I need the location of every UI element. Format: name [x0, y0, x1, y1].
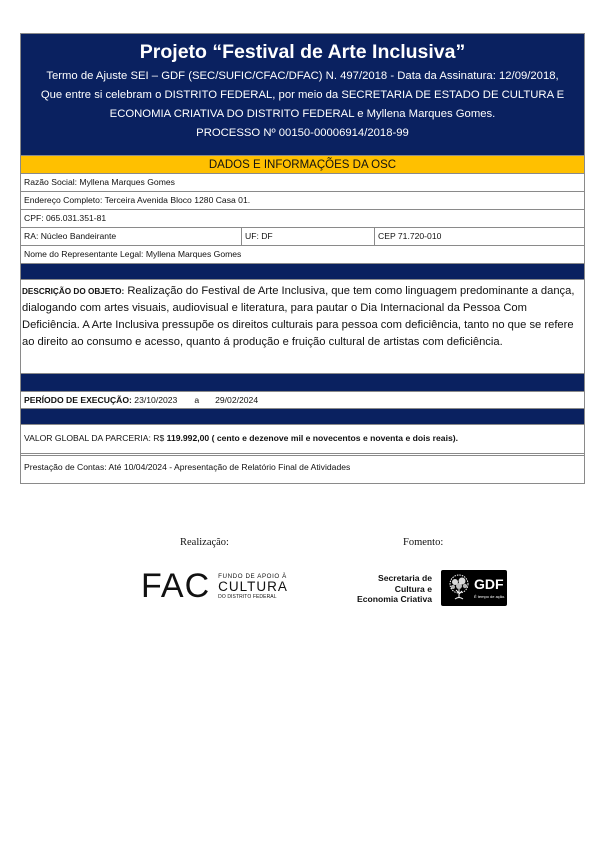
- document-table: [20, 33, 585, 484]
- gdf-logo-text: GDF: [474, 576, 504, 592]
- valor-label: VALOR GLOBAL DA PARCERIA: R$: [24, 433, 167, 443]
- prestacao-row: Prestação de Contas: Até 10/04/2024 - Apresentação de Relatório Final de Atividades: [21, 455, 584, 483]
- representante-row: Nome do Representante Legal: Myllena Marques Gomes: [21, 246, 584, 264]
- secretaria-line1: Secretaria de: [378, 573, 432, 583]
- periodo-start: 23/10/2023: [131, 395, 178, 405]
- cep-cell: CEP 71.720-010: [378, 231, 442, 241]
- tree-icon: [445, 573, 473, 603]
- realizacao-label: Realização:: [180, 537, 229, 548]
- ra-cell: RA: Núcleo Bandeirante: [21, 228, 242, 245]
- osc-section-title: DADOS E INFORMAÇÕES DA OSC: [21, 155, 584, 174]
- navy-divider: [21, 409, 584, 425]
- economia-line: ECONOMIA CRIATIVA DO DISTRITO FEDERAL e Myllena Marques Gomes.: [109, 108, 496, 120]
- valor-amount: 119.992,00 ( cento e dezenove mil e novecentos e noventa e dois reais).: [166, 433, 458, 443]
- secretaria-line3: Economia Criativa: [357, 594, 432, 604]
- gdf-logo-slogan: É tempo de ação.: [474, 594, 506, 599]
- fomento-label: Fomento:: [403, 537, 444, 548]
- gdf-logo: [441, 570, 507, 606]
- processo-line: PROCESSO Nº 00150-00006914/2018-99: [196, 127, 409, 139]
- secretaria-line2: Cultura e: [394, 583, 432, 594]
- uf-cell: UF: DF: [242, 228, 375, 245]
- cpf-row: CPF: 065.031.351-81: [21, 210, 584, 228]
- descricao-label: DESCRIÇÃO DO OBJETO:: [22, 287, 125, 296]
- descricao-text: Realização do Festival de Arte Inclusiva, que tem como linguagem predominante a dança, dialogando com artes visuais, audiovisual e literatura, para pautar o Dia Internacional da Pessoa Com Deficiência. A Arte Inclusiva pressupõe os direitos culturais para pessoa com deficiência, tanto no que se refere ao direito ao consumo e acesso, quanto á produção e fruição cultural de artistas com deficiência.: [22, 285, 575, 348]
- fac-logo: [141, 567, 288, 605]
- termo-line: Termo de Ajuste SEI – GDF (SEC/SUFIC/CFAC/DFAC) N. 497/2018 - Data da Assinatura: 12/09/2018,: [46, 70, 559, 82]
- fac-logo-line3: DO DISTRITO FEDERAL: [218, 593, 277, 600]
- navy-divider: [21, 374, 584, 392]
- fac-logo-line2: CULTURA: [218, 578, 288, 594]
- periodo-row: [21, 392, 584, 409]
- periodo-end: 29/02/2024: [215, 395, 259, 405]
- periodo-separator: a: [194, 395, 200, 405]
- endereco-row: Endereço Completo: Terceira Avenida Bloco 1280 Casa 01.: [21, 192, 584, 210]
- celebram-line: Que entre si celebram o DISTRITO FEDERAL, por meio da SECRETARIA DE ESTADO DE CULTURA E: [40, 89, 565, 101]
- razao-social-row: Razão Social: Myllena Marques Gomes: [21, 174, 584, 192]
- navy-divider: [21, 264, 584, 280]
- secretaria-logo: [346, 573, 432, 605]
- project-title: Projeto “Festival de Arte Inclusiva”: [139, 41, 466, 63]
- fac-logo-line1: FUNDO DE APOIO À: [218, 572, 287, 580]
- valor-row: [21, 425, 584, 454]
- descricao-block: [21, 280, 584, 374]
- fac-logo-big: FAC: [141, 567, 211, 605]
- location-row: [21, 228, 584, 246]
- header-banner: [21, 34, 584, 155]
- periodo-label: PERÍODO DE EXECUÇÃO:: [24, 395, 132, 405]
